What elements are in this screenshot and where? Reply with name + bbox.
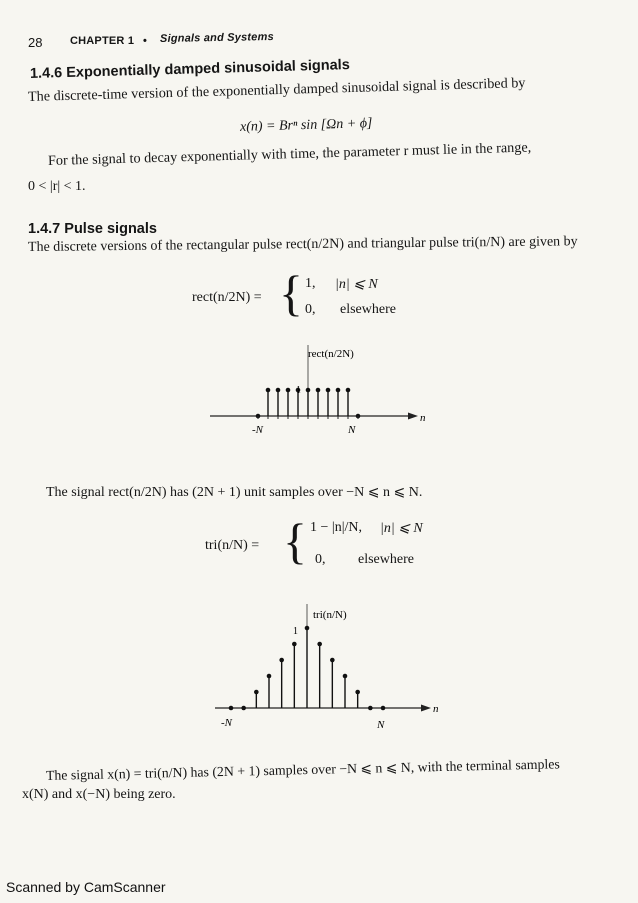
x-axis-arrow [408, 413, 418, 420]
tri-plot-n-axis: n [433, 703, 439, 715]
tri-caption-line2: x(N) and x(−N) being zero. [22, 787, 176, 802]
tri-case1-condition: |n| ⩽ N [380, 521, 423, 536]
tri-case2-condition: elsewhere [358, 552, 414, 567]
x-axis-arrow [421, 705, 431, 712]
rect-plot-one: 1 [296, 385, 301, 396]
stem-sample-point [355, 690, 360, 695]
rect-definition-lhs: rect(n/2N) = [192, 290, 262, 305]
zero-sample-point [368, 706, 373, 711]
paragraph-146-decay: For the signal to decay exponentially with time, the parameter r must lie in the range, [47, 139, 532, 169]
stem-sample-point [346, 388, 351, 393]
stem-sample-point [267, 674, 272, 679]
stem-sample-point [343, 674, 348, 679]
tri-pulse-plot [205, 600, 450, 735]
zero-sample-point [229, 706, 234, 711]
stem-sample-point [330, 658, 335, 663]
stem-sample-point [286, 388, 291, 393]
range-condition: 0 < |r| < 1. [28, 179, 86, 194]
stem-sample-point [306, 388, 311, 393]
stem-sample-point [317, 642, 322, 647]
tri-plot-neg-N: -N [221, 717, 232, 729]
stem-sample-point [276, 388, 281, 393]
tri-plot-label: tri(n/N) [313, 609, 347, 621]
scanner-footer: Scanned by CamScanner [6, 879, 166, 895]
stem-sample-point [326, 388, 331, 393]
tri-case1-value: 1 − |n|/N, [310, 520, 363, 535]
rect-case2-value: 0, [305, 302, 316, 317]
tri-brace: { [283, 513, 307, 569]
rect-case1-condition: |n| ⩽ N [335, 277, 378, 292]
tri-case2-value: 0, [315, 552, 326, 567]
tri-plot-pos-N: N [377, 719, 385, 731]
equation-damped-sinusoid: x(n) = Brⁿ sin [Ωn + ϕ] [239, 116, 373, 135]
chapter-label: CHAPTER 1 [70, 35, 135, 47]
paragraph-147-intro: The discrete versions of the rectangular pulse rect(n/2N) and triangular pulse tri(n/N) are given by [27, 234, 578, 255]
stem-sample-point [254, 690, 259, 695]
rect-plot-label: rect(n/2N) [308, 348, 354, 360]
section-heading-146: 1.4.6 Exponentially damped sinusoidal signals [29, 57, 351, 82]
tri-plot-one: 1 [293, 626, 298, 637]
rect-brace: { [279, 265, 303, 321]
rect-plot-n-axis: n [420, 412, 426, 424]
rect-plot-neg-N: -N [252, 424, 263, 436]
rect-case2-condition: elsewhere [340, 302, 396, 317]
stem-sample-point [316, 388, 321, 393]
chapter-title: Signals and Systems [159, 31, 274, 45]
rect-case1-value: 1, [305, 276, 316, 291]
stem-sample-point [292, 642, 297, 647]
stem-sample-point [266, 388, 271, 393]
stem-sample-point [305, 626, 310, 631]
paragraph-146-intro: The discrete-time version of the exponentially damped sinusoidal signal is described by [27, 75, 526, 105]
tri-caption-line1: The signal x(n) = tri(n/N) has (2N + 1) samples over −N ⩽ n ⩽ N, with the terminal samples [45, 756, 560, 783]
rect-pulse-plot [200, 335, 440, 445]
section-heading-147: 1.4.7 Pulse signals [28, 221, 157, 237]
header-bullet: • [143, 35, 148, 47]
zero-sample-point [381, 706, 386, 711]
zero-sample-point [241, 706, 246, 711]
page-number: 28 [28, 35, 43, 50]
rect-caption: The signal rect(n/2N) has (2N + 1) unit samples over −N ⩽ n ⩽ N. [46, 485, 423, 500]
stem-sample-point [336, 388, 341, 393]
stem-sample-point [279, 658, 284, 663]
tri-definition-lhs: tri(n/N) = [205, 538, 260, 553]
rect-plot-pos-N: N [348, 424, 356, 436]
